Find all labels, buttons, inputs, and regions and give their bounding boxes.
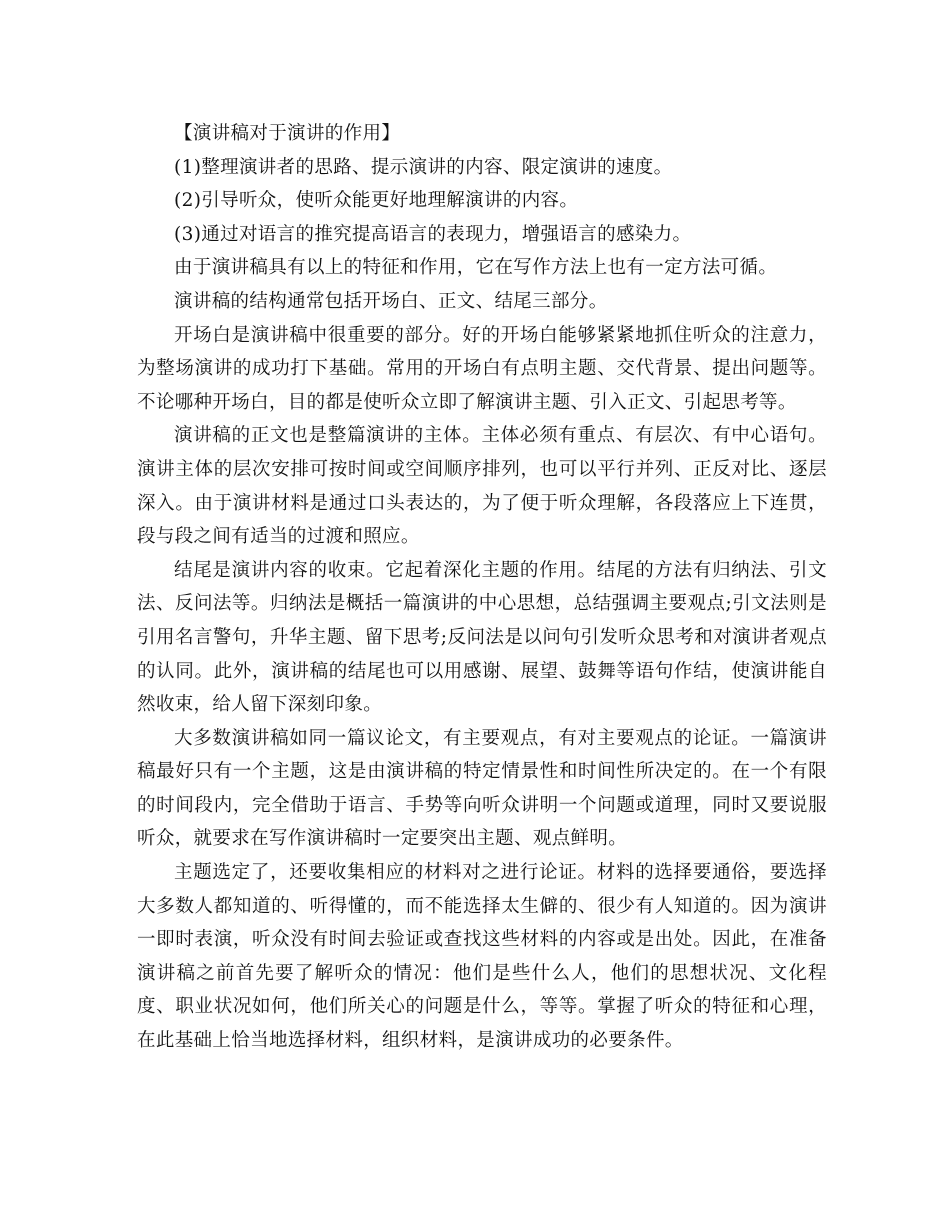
paragraph-opening: 开场白是演讲稿中很重要的部分。好的开场白能够紧紧地抓住听众的注意力，为整场演讲的成功打下基础。常用的开场白有点明主题、交代背景、提出问题等。不论哪种开场白，目的都是使听众立即了解演讲主题、引入正文、引起思考等。 xyxy=(137,324,827,413)
paragraph-structure: 演讲稿的结构通常包括开场白、正文、结尾三部分。 xyxy=(174,290,608,312)
document-body xyxy=(137,117,827,1058)
paragraph-writing-methods: 由于演讲稿具有以上的特征和作用，它在写作方法上也有一定方法可循。 xyxy=(174,257,778,279)
paragraph-materials: 主题选定了，还要收集相应的材料对之进行论证。材料的选择要通俗，要选择大多数人都知道的、听得懂的，而不能选择太生僻的、很少有人知道的。因为演讲一即时表演，听众没有时间去验证或查找这些材料的内容或是出处。因此，在准备演讲稿之前首先要了解听众的情况：他们是些什么人，他们的思想状况、文化程度、职业状况如何，他们所关心的问题是什么，等等。掌握了听众的特征和心理，在此基础上恰当地选择材料，组织材料，是演讲成功的必要条件。 xyxy=(137,862,827,1052)
paragraph-main-body: 演讲稿的正文也是整篇演讲的主体。主体必须有重点、有层次、有中心语句。演讲主体的层次安排可按时间或空间顺序排列，也可以平行并列、正反对比、逐层深入。由于演讲材料是通过口头表达的，为了便于听众理解，各段落应上下连贯，段与段之间有适当的过渡和照应。 xyxy=(137,425,827,548)
list-item-1: (1)整理演讲者的思路、提示演讲的内容、限定演讲的速度。 xyxy=(174,156,673,178)
list-item-3: (3)通过对语言的推究提高语言的表现力，增强语言的感染力。 xyxy=(174,223,692,245)
paragraph-theme: 大多数演讲稿如同一篇议论文，有主要观点，有对主要观点的论证。一篇演讲稿最好只有一个主题，这是由演讲稿的特定情景性和时间性所决定的。在一个有限的时间段内，完全借助于语言、手势等向听众讲明一个问题或道理，同时又要说服听众，就要求在写作演讲稿时一定要突出主题、观点鲜明。 xyxy=(137,727,827,850)
paragraph-ending: 结尾是演讲内容的收束。它起着深化主题的作用。结尾的方法有归纳法、引文法、反问法等。归纳法是概括一篇演讲的中心思想，总结强调主要观点;引文法则是引用名言警句，升华主题、留下思考;反问法是以问句引发听众思考和对演讲者观点的认同。此外，演讲稿的结尾也可以用感谢、展望、鼓舞等语句作结，使演讲能自然收束，给人留下深刻印象。 xyxy=(137,559,827,716)
list-item-2: (2)引导听众，使听众能更好地理解演讲的内容。 xyxy=(174,190,579,212)
section-heading: 【演讲稿对于演讲的作用】 xyxy=(174,123,401,144)
